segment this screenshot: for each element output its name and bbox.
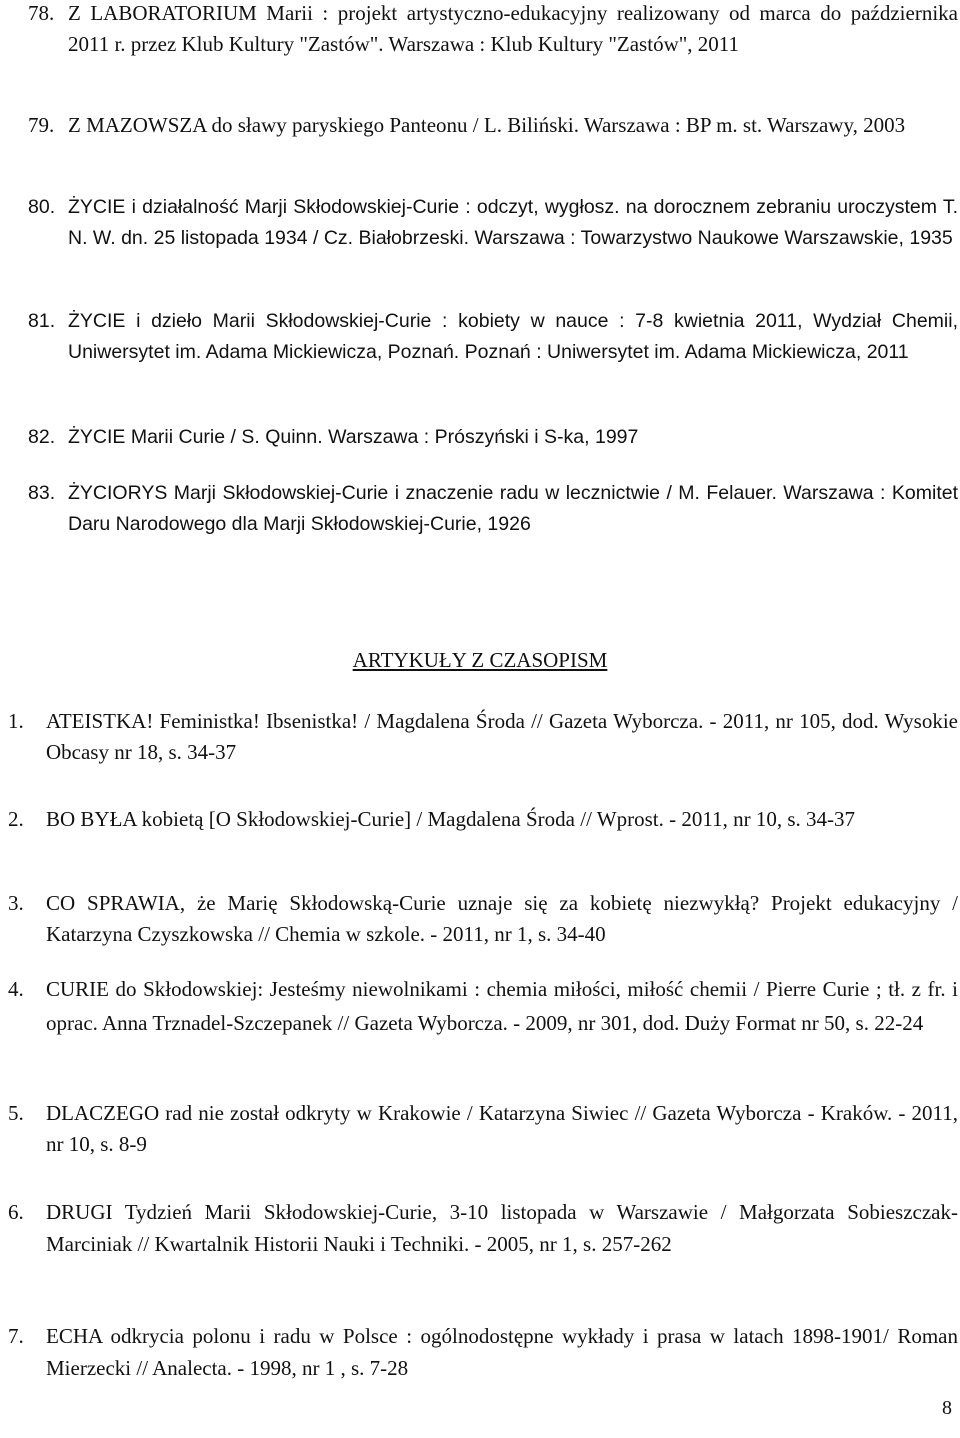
article-text: CURIE do Skłodowskiej: Jesteśmy niewolnikami : chemia miłości, miłość chemii / Pierre Curie ; tł. z fr. i oprac. Anna Trznadel-Szczepanek // Gazeta Wyborcza. - 2009, nr 301, dod. Duży Format nr 50, s. 22-24	[46, 977, 958, 1035]
bibliography-entry-78	[28, 0, 958, 59]
bibliography-entry-80	[28, 192, 958, 253]
article-entry-1	[8, 706, 958, 767]
entry-text: ŻYCIE i działalność Marji Skłodowskiej-Curie : odczyt, wygłosz. na dorocznem zebraniu uroczystem T. N. W. dn. 25 listopada 1934 / Cz. Białobrzeski. Warszawa : Towarzystwo Naukowe Warszawskie, 1935	[68, 196, 958, 249]
section-heading: ARTYKUŁY Z CZASOPISM	[352, 648, 608, 672]
page-number: 8	[942, 1397, 952, 1419]
article-entry-6	[8, 1196, 958, 1260]
article-number: 7.	[8, 1324, 24, 1348]
article-number: 4.	[8, 977, 24, 1001]
article-entry-7	[8, 1320, 958, 1384]
article-text: DLACZEGO rad nie został odkryty w Krakowie / Katarzyna Siwiec // Gazeta Wyborcza - Kraków. - 2011, nr 10, s. 8-9	[46, 1101, 958, 1156]
entry-text: ŻYCIORYS Marji Skłodowskiej-Curie i znaczenie radu w lecznictwie / M. Felauer. Warszawa : Komitet Daru Narodowego dla Marji Skłodowskiej-Curie, 1926	[68, 482, 958, 535]
article-number: 6.	[8, 1200, 24, 1224]
article-entry-5	[8, 1098, 958, 1159]
entry-number: 81.	[28, 310, 56, 332]
article-number: 3.	[8, 891, 24, 915]
article-number: 5.	[8, 1101, 24, 1125]
entry-number: 78.	[28, 1, 55, 25]
bibliography-entry-83	[28, 478, 958, 539]
article-entry-4	[8, 972, 958, 1040]
article-number: 2.	[8, 807, 24, 831]
article-text: CO SPRAWIA, że Marię Skłodowską-Curie uznaje się za kobietę niezwykłą? Projekt edukacyjny / Katarzyna Czyszkowska // Chemia w szkole. - 2011, nr 1, s. 34-40	[46, 891, 958, 946]
article-text: ATEISTKA! Feministka! Ibsenistka! / Magdalena Środa // Gazeta Wyborcza. - 2011, nr 105, dod. Wysokie Obcasy nr 18, s. 34-37	[46, 709, 958, 764]
entry-text: ŻYCIE Marii Curie / S. Quinn. Warszawa : Prószyński i S-ka, 1997	[68, 426, 639, 448]
article-entry-2	[8, 804, 958, 835]
entry-text: Z LABORATORIUM Marii : projekt artystyczno-edukacyjny realizowany od marca do października 2011 r. przez Klub Kultury "Zastów". Warszawa : Klub Kultury "Zastów", 2011	[68, 1, 958, 56]
entry-number: 83.	[28, 482, 56, 504]
article-text: DRUGI Tydzień Marii Skłodowskiej-Curie, 3-10 listopada w Warszawie / Małgorzata Sobieszczak-Marciniak // Kwartalnik Historii Nauki i Techniki. - 2005, nr 1, s. 257-262	[46, 1200, 958, 1256]
entry-number: 80.	[28, 196, 56, 218]
bibliography-entry-82	[28, 422, 958, 453]
bibliography-entry-81	[28, 306, 958, 367]
article-text: BO BYŁA kobietą [O Skłodowskiej-Curie] / Magdalena Środa // Wprost. - 2011, nr 10, s. 34-37	[46, 807, 855, 831]
article-entry-3	[8, 888, 958, 949]
article-number: 1.	[8, 709, 24, 733]
entry-text: ŻYCIE i dzieło Marii Skłodowskiej-Curie : kobiety w nauce : 7-8 kwietnia 2011, Wydział Chemii, Uniwersytet im. Adama Mickiewicza, Poznań. Poznań : Uniwersytet im. Adama Mickiewicza, 2011	[68, 310, 958, 363]
entry-number: 82.	[28, 426, 56, 448]
bibliography-entry-79	[28, 110, 958, 141]
article-text: ECHA odkrycia polonu i radu w Polsce : ogólnodostępne wykłady i prasa w latach 1898-1901/ Roman Mierzecki // Analecta. - 1998, nr 1 , s. 7-28	[46, 1324, 958, 1380]
entry-text: Z MAZOWSZA do sławy paryskiego Panteonu / L. Biliński. Warszawa : BP m. st. Warszawy, 2003	[68, 113, 906, 137]
entry-number: 79.	[28, 113, 55, 137]
